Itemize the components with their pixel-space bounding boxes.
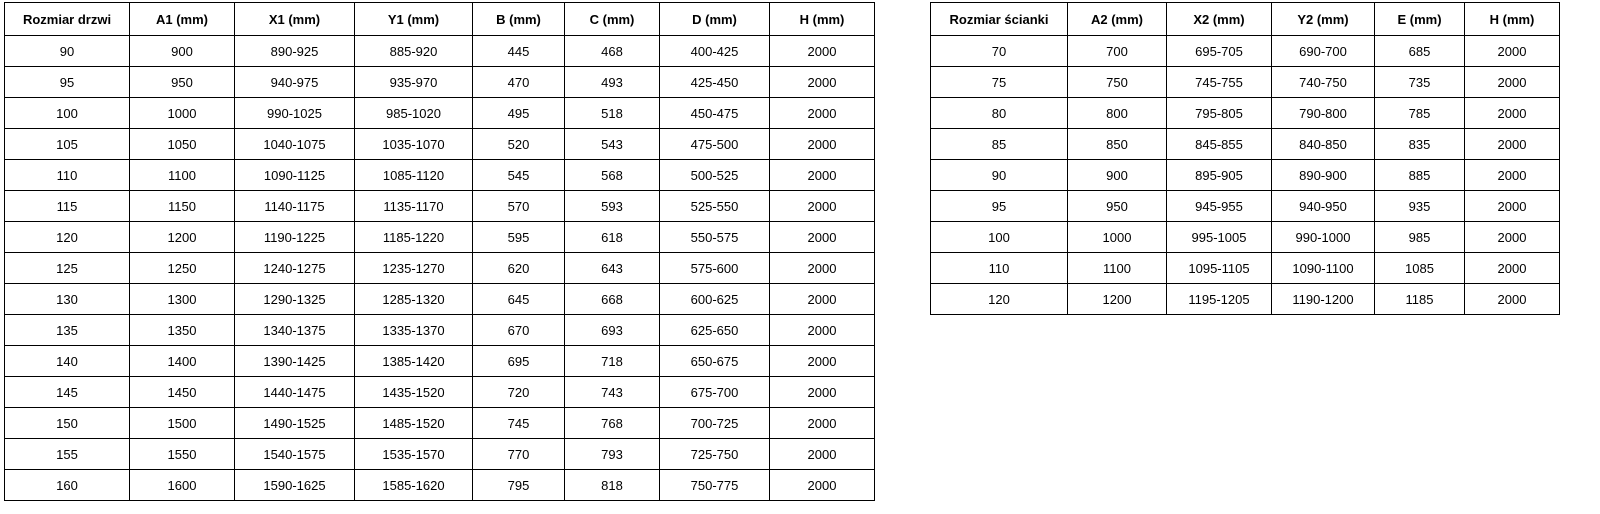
table-cell: 643	[565, 253, 660, 284]
table-cell: 620	[473, 253, 565, 284]
walls-table-header	[931, 3, 1560, 36]
table-cell: 1050	[130, 129, 235, 160]
table-cell: 1590-1625	[235, 470, 355, 501]
table-cell: 450-475	[660, 98, 770, 129]
table-cell: 693	[565, 315, 660, 346]
table-cell: 525-550	[660, 191, 770, 222]
table-cell: 845-855	[1167, 129, 1272, 160]
table-row	[931, 160, 1560, 191]
table-cell: 1190-1200	[1272, 284, 1375, 315]
table-cell: 1150	[130, 191, 235, 222]
table-header-row	[931, 3, 1560, 36]
walls-dimensions-table-container	[930, 2, 1560, 315]
table-cell: 95	[931, 191, 1068, 222]
table-row	[5, 470, 875, 501]
table-cell: 2000	[770, 67, 875, 98]
table-cell: 885-920	[355, 36, 473, 67]
table-cell: 1540-1575	[235, 439, 355, 470]
table-cell: 470	[473, 67, 565, 98]
table-cell: 895-905	[1167, 160, 1272, 191]
table-row	[931, 129, 1560, 160]
table-cell: 1195-1205	[1167, 284, 1272, 315]
table-row	[5, 67, 875, 98]
table-cell: 2000	[1465, 36, 1560, 67]
table-cell: 645	[473, 284, 565, 315]
table-cell: 890-925	[235, 36, 355, 67]
doors-dimensions-table	[4, 2, 875, 501]
table-cell: 593	[565, 191, 660, 222]
table-row	[5, 191, 875, 222]
table-cell: 1090-1125	[235, 160, 355, 191]
table-cell: 700-725	[660, 408, 770, 439]
table-cell: 2000	[770, 191, 875, 222]
table-cell: 985	[1375, 222, 1465, 253]
table-cell: 2000	[1465, 98, 1560, 129]
table-cell: 885	[1375, 160, 1465, 191]
table-cell: 950	[1068, 191, 1167, 222]
table-cell: 740-750	[1272, 67, 1375, 98]
table-cell: 1140-1175	[235, 191, 355, 222]
table-cell: 768	[565, 408, 660, 439]
column-header-a2: A2 (mm)	[1068, 3, 1167, 36]
column-header-c: C (mm)	[565, 3, 660, 36]
table-cell: 940-950	[1272, 191, 1375, 222]
table-row	[5, 439, 875, 470]
table-row	[931, 36, 1560, 67]
table-cell: 700	[1068, 36, 1167, 67]
table-cell: 1400	[130, 346, 235, 377]
table-cell: 800	[1068, 98, 1167, 129]
table-cell: 160	[5, 470, 130, 501]
table-cell: 985-1020	[355, 98, 473, 129]
table-cell: 1385-1420	[355, 346, 473, 377]
table-cell: 90	[5, 36, 130, 67]
table-row	[5, 284, 875, 315]
table-cell: 793	[565, 439, 660, 470]
table-row	[5, 222, 875, 253]
table-cell: 445	[473, 36, 565, 67]
table-row	[931, 284, 1560, 315]
table-cell: 80	[931, 98, 1068, 129]
table-cell: 935-970	[355, 67, 473, 98]
table-cell: 2000	[1465, 284, 1560, 315]
table-cell: 2000	[770, 253, 875, 284]
table-cell: 150	[5, 408, 130, 439]
table-cell: 145	[5, 377, 130, 408]
table-cell: 2000	[770, 98, 875, 129]
table-cell: 2000	[770, 36, 875, 67]
table-row	[5, 346, 875, 377]
table-cell: 720	[473, 377, 565, 408]
table-cell: 468	[565, 36, 660, 67]
table-cell: 945-955	[1167, 191, 1272, 222]
table-cell: 1190-1225	[235, 222, 355, 253]
table-cell: 100	[5, 98, 130, 129]
table-cell: 1240-1275	[235, 253, 355, 284]
table-cell: 75	[931, 67, 1068, 98]
table-cell: 835	[1375, 129, 1465, 160]
table-cell: 670	[473, 315, 565, 346]
table-cell: 990-1025	[235, 98, 355, 129]
table-row	[5, 377, 875, 408]
table-cell: 935	[1375, 191, 1465, 222]
table-cell: 1585-1620	[355, 470, 473, 501]
column-header-d: D (mm)	[660, 3, 770, 36]
table-cell: 1040-1075	[235, 129, 355, 160]
table-cell: 1185	[1375, 284, 1465, 315]
table-cell: 750	[1068, 67, 1167, 98]
column-header-h: H (mm)	[770, 3, 875, 36]
table-cell: 1035-1070	[355, 129, 473, 160]
table-cell: 1440-1475	[235, 377, 355, 408]
column-header-b: B (mm)	[473, 3, 565, 36]
table-cell: 1500	[130, 408, 235, 439]
table-cell: 570	[473, 191, 565, 222]
table-cell: 2000	[770, 439, 875, 470]
table-cell: 890-900	[1272, 160, 1375, 191]
walls-table-body	[931, 36, 1560, 315]
table-cell: 130	[5, 284, 130, 315]
table-cell: 70	[931, 36, 1068, 67]
table-cell: 695-705	[1167, 36, 1272, 67]
table-cell: 500-525	[660, 160, 770, 191]
table-cell: 1000	[130, 98, 235, 129]
table-cell: 690-700	[1272, 36, 1375, 67]
table-cell: 695	[473, 346, 565, 377]
table-cell: 795-805	[1167, 98, 1272, 129]
table-row	[931, 253, 1560, 284]
table-row	[5, 253, 875, 284]
table-cell: 2000	[770, 377, 875, 408]
column-header-rozmiar-drzwi: Rozmiar drzwi	[5, 3, 130, 36]
table-cell: 1390-1425	[235, 346, 355, 377]
table-cell: 1450	[130, 377, 235, 408]
table-cell: 110	[931, 253, 1068, 284]
table-cell: 1100	[1068, 253, 1167, 284]
table-cell: 840-850	[1272, 129, 1375, 160]
table-cell: 750-775	[660, 470, 770, 501]
table-cell: 2000	[1465, 253, 1560, 284]
table-cell: 495	[473, 98, 565, 129]
table-row	[5, 315, 875, 346]
table-cell: 2000	[1465, 191, 1560, 222]
column-header-e: E (mm)	[1375, 3, 1465, 36]
table-cell: 1490-1525	[235, 408, 355, 439]
table-cell: 2000	[770, 408, 875, 439]
table-row	[931, 222, 1560, 253]
table-cell: 2000	[1465, 160, 1560, 191]
table-cell: 425-450	[660, 67, 770, 98]
table-cell: 85	[931, 129, 1068, 160]
table-cell: 1085	[1375, 253, 1465, 284]
table-row	[5, 36, 875, 67]
table-cell: 95	[5, 67, 130, 98]
walls-dimensions-table	[930, 2, 1560, 315]
table-cell: 493	[565, 67, 660, 98]
table-cell: 545	[473, 160, 565, 191]
table-cell: 1290-1325	[235, 284, 355, 315]
table-cell: 2000	[770, 222, 875, 253]
table-cell: 120	[5, 222, 130, 253]
table-cell: 668	[565, 284, 660, 315]
column-header-a1: A1 (mm)	[130, 3, 235, 36]
table-cell: 110	[5, 160, 130, 191]
table-cell: 785	[1375, 98, 1465, 129]
table-cell: 650-675	[660, 346, 770, 377]
table-cell: 400-425	[660, 36, 770, 67]
table-row	[931, 98, 1560, 129]
table-row	[931, 191, 1560, 222]
table-cell: 735	[1375, 67, 1465, 98]
table-cell: 1535-1570	[355, 439, 473, 470]
table-row	[931, 67, 1560, 98]
table-cell: 1485-1520	[355, 408, 473, 439]
table-cell: 770	[473, 439, 565, 470]
table-cell: 725-750	[660, 439, 770, 470]
table-cell: 1250	[130, 253, 235, 284]
table-cell: 850	[1068, 129, 1167, 160]
table-cell: 675-700	[660, 377, 770, 408]
doors-table-header	[5, 3, 875, 36]
table-cell: 995-1005	[1167, 222, 1272, 253]
table-row	[5, 160, 875, 191]
table-cell: 745-755	[1167, 67, 1272, 98]
table-cell: 685	[1375, 36, 1465, 67]
table-cell: 2000	[770, 315, 875, 346]
table-cell: 1200	[1068, 284, 1167, 315]
table-cell: 618	[565, 222, 660, 253]
table-cell: 568	[565, 160, 660, 191]
table-cell: 950	[130, 67, 235, 98]
table-cell: 2000	[770, 129, 875, 160]
table-cell: 790-800	[1272, 98, 1375, 129]
table-cell: 1185-1220	[355, 222, 473, 253]
table-header-row	[5, 3, 875, 36]
table-cell: 818	[565, 470, 660, 501]
table-cell: 575-600	[660, 253, 770, 284]
table-cell: 2000	[770, 346, 875, 377]
table-cell: 1435-1520	[355, 377, 473, 408]
table-cell: 990-1000	[1272, 222, 1375, 253]
table-cell: 100	[931, 222, 1068, 253]
table-cell: 2000	[770, 284, 875, 315]
table-cell: 155	[5, 439, 130, 470]
table-cell: 900	[1068, 160, 1167, 191]
table-cell: 1350	[130, 315, 235, 346]
doors-table-body	[5, 36, 875, 501]
table-cell: 1300	[130, 284, 235, 315]
doors-dimensions-table-container	[4, 2, 875, 501]
table-row	[5, 408, 875, 439]
table-cell: 595	[473, 222, 565, 253]
table-row	[5, 98, 875, 129]
table-cell: 135	[5, 315, 130, 346]
table-cell: 2000	[1465, 222, 1560, 253]
column-header-y2: Y2 (mm)	[1272, 3, 1375, 36]
table-cell: 115	[5, 191, 130, 222]
table-cell: 1600	[130, 470, 235, 501]
table-cell: 718	[565, 346, 660, 377]
table-cell: 543	[565, 129, 660, 160]
table-cell: 1235-1270	[355, 253, 473, 284]
table-cell: 1340-1375	[235, 315, 355, 346]
table-cell: 1090-1100	[1272, 253, 1375, 284]
table-cell: 1095-1105	[1167, 253, 1272, 284]
table-cell: 1135-1170	[355, 191, 473, 222]
table-cell: 120	[931, 284, 1068, 315]
table-cell: 2000	[770, 470, 875, 501]
table-cell: 520	[473, 129, 565, 160]
table-cell: 900	[130, 36, 235, 67]
table-cell: 1335-1370	[355, 315, 473, 346]
table-cell: 1200	[130, 222, 235, 253]
column-header-rozmiar-scianki: Rozmiar ścianki	[931, 3, 1068, 36]
table-cell: 2000	[770, 160, 875, 191]
table-cell: 90	[931, 160, 1068, 191]
table-cell: 2000	[1465, 67, 1560, 98]
table-cell: 475-500	[660, 129, 770, 160]
table-cell: 105	[5, 129, 130, 160]
table-cell: 1100	[130, 160, 235, 191]
table-cell: 125	[5, 253, 130, 284]
table-cell: 1000	[1068, 222, 1167, 253]
table-cell: 745	[473, 408, 565, 439]
table-cell: 600-625	[660, 284, 770, 315]
column-header-h: H (mm)	[1465, 3, 1560, 36]
column-header-x1: X1 (mm)	[235, 3, 355, 36]
table-cell: 795	[473, 470, 565, 501]
table-cell: 625-650	[660, 315, 770, 346]
table-row	[5, 129, 875, 160]
column-header-y1: Y1 (mm)	[355, 3, 473, 36]
table-cell: 940-975	[235, 67, 355, 98]
table-cell: 550-575	[660, 222, 770, 253]
table-cell: 140	[5, 346, 130, 377]
table-cell: 518	[565, 98, 660, 129]
table-cell: 1285-1320	[355, 284, 473, 315]
table-cell: 2000	[1465, 129, 1560, 160]
table-cell: 1085-1120	[355, 160, 473, 191]
table-cell: 1550	[130, 439, 235, 470]
column-header-x2: X2 (mm)	[1167, 3, 1272, 36]
table-cell: 743	[565, 377, 660, 408]
